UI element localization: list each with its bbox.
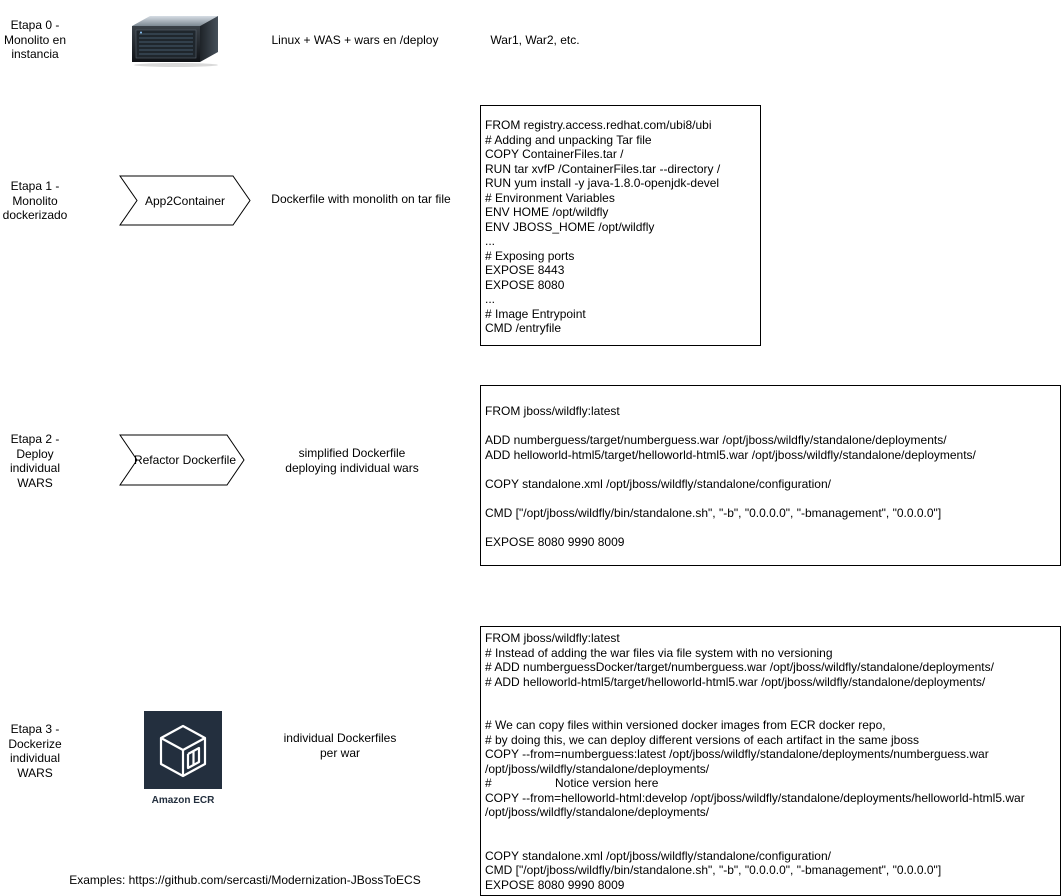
dockerfile-line: COPY standalone.xml /opt/jboss/wildfly/standalone/configuration/ — [485, 848, 831, 863]
dockerfile-line — [485, 491, 1056, 506]
dockerfile-line: # ADD helloworld-html5/target/helloworld-html5.war /opt/jboss/wildfly/standalone/deployments/ — [485, 674, 986, 689]
dockerfile-line — [485, 419, 1056, 434]
dockerfile-line: EXPOSE 8080 9990 8009 — [485, 534, 625, 549]
stage-2-dockerfile — [480, 385, 1061, 566]
dockerfile-line: COPY --from=helloworld-html:develop /opt/jboss/wildfly/standalone/deployments/helloworld-html5.war — [485, 790, 1025, 805]
stage-2-label-line: individual — [9, 461, 61, 475]
stage-1-dockerfile — [480, 105, 761, 346]
stage-2-label-line: Deploy — [16, 446, 54, 461]
dockerfile-line: ADD numberguess/target/numberguess.war /opt/jboss/wildfly/standalone/deployments/ — [485, 433, 947, 447]
stage-1-description: Dockerfile with monolith on tar file — [271, 192, 451, 206]
dockerfile-line: ... — [485, 292, 496, 306]
stage-0-label — [0, 18, 70, 62]
stage-3-label — [0, 722, 70, 780]
dockerfile-line — [485, 704, 1056, 719]
stage-2-description-line: simplified Dockerfile — [298, 446, 406, 460]
stage-3-description — [272, 731, 408, 761]
amazon-ecr-icon — [144, 711, 222, 789]
dockerfile-line: CMD ["/opt/jboss/wildfly/bin/standalone.sh", "-b", "0.0.0.0", "-bmanagement", "0.0.0.0"] — [485, 863, 942, 877]
dockerfile-line: CMD ["/opt/jboss/wildfly/bin/standalone.sh", "-b", "0.0.0.0", "-bmanagement", "0.0.0.0"] — [485, 505, 942, 520]
dockerfile-line: EXPOSE 8080 9990 8009 — [485, 877, 625, 892]
stage-3-label-line: Etapa 3 - — [10, 722, 60, 736]
stage-3-description-line: individual Dockerfiles — [283, 731, 397, 745]
dockerfile-line: # Image Entrypoint — [485, 306, 586, 321]
dockerfile-line: RUN yum install -y java-1.8.0-openjdk-devel — [485, 176, 720, 190]
dockerfile-line: # Instead of adding the war files via file system with no versioning — [485, 645, 833, 660]
stage-1-label — [0, 179, 70, 223]
stage-2-description — [272, 446, 432, 476]
dockerfile-line: # ADD numberguessDocker/target/numberguess.war /opt/jboss/wildfly/standalone/deployments/ — [485, 660, 994, 674]
stage-0-label-line: Etapa 0 - — [10, 18, 60, 32]
dockerfile-line: # Adding and unpacking Tar file — [485, 132, 652, 147]
stage-2-label-line: Etapa 2 - — [10, 432, 60, 446]
amazon-ecr-caption: Amazon ECR — [151, 795, 215, 806]
stage-2-label — [0, 432, 70, 490]
app2container-label: App2Container — [144, 193, 226, 208]
stage-0-note: War1, War2, etc. — [490, 33, 580, 47]
stage-3-description-line: per war — [319, 746, 360, 760]
stage-3-label-line: Dockerize — [8, 736, 62, 751]
dockerfile-line: /opt/jboss/wildfly/standalone/deployments/ — [485, 805, 710, 819]
stage-3-label-line: individual — [9, 751, 61, 765]
stage-2-label-line: WARS — [17, 475, 53, 490]
dockerfile-line: FROM jboss/wildfly:latest — [485, 404, 620, 418]
stage-0-label-line: Monolito en — [3, 32, 67, 47]
dockerfile-line: # Environment Variables — [485, 190, 615, 205]
dockerfile-line — [485, 689, 1056, 704]
dockerfile-line: # We can copy files within versioned docker images from ECR docker repo, — [485, 718, 886, 732]
dockerfile-line: FROM jboss/wildfly:latest — [485, 631, 620, 645]
dockerfile-line: CMD /entryfile — [485, 321, 562, 335]
dockerfile-line: COPY --from=numberguess:latest /opt/jboss/wildfly/standalone/deployments/numberguess.war — [485, 747, 989, 761]
dockerfile-line: EXPOSE 8443 — [485, 263, 565, 277]
stage-3-label-line: WARS — [17, 765, 53, 780]
stage-1-label-line: Etapa 1 - — [10, 179, 60, 193]
dockerfile-line: RUN tar xvfP /ContainerFiles.tar --directory / — [485, 161, 721, 176]
dockerfile-line: # by doing this, we can deploy different versions of each artifact in the same jboss — [485, 732, 920, 747]
refactor-dockerfile-step — [119, 434, 245, 486]
footer-examples-link[interactable]: Examples: https://github.com/sercasti/Modernization-JBossToECS — [69, 873, 421, 887]
dockerfile-line: COPY standalone.xml /opt/jboss/wildfly/standalone/configuration/ — [485, 476, 831, 491]
app2container-step — [119, 175, 251, 226]
stage-1-label-line: Monolito — [12, 193, 58, 208]
stage-1-label-line: dockerizado — [2, 208, 68, 222]
dockerfile-line: EXPOSE 8080 — [485, 277, 565, 292]
dockerfile-line: /opt/jboss/wildfly/standalone/deployments/ — [485, 761, 710, 776]
stage-0-description: Linux + WAS + wars en /deploy — [271, 33, 439, 47]
dockerfile-line: ENV JBOSS_HOME /opt/wildfly — [485, 219, 655, 234]
dockerfile-line — [485, 520, 1056, 535]
stage-0-label-line: instancia — [11, 47, 59, 61]
dockerfile-line — [485, 820, 1056, 835]
dockerfile-line: ... — [485, 234, 496, 248]
dockerfile-line — [485, 462, 1056, 477]
dockerfile-line: FROM registry.access.redhat.com/ubi8/ubi — [485, 118, 712, 132]
stage-2-description-line: deploying individual wars — [285, 461, 419, 475]
dockerfile-line: # Notice version here — [485, 776, 659, 790]
dockerfile-line — [485, 834, 1056, 849]
dockerfile-line: # Exposing ports — [485, 248, 575, 263]
refactor-dockerfile-label: Refactor Dockerfile — [133, 453, 237, 467]
server-icon — [128, 12, 220, 68]
dockerfile-line: COPY ContainerFiles.tar / — [485, 147, 624, 161]
dockerfile-line: ENV HOME /opt/wildfly — [485, 205, 609, 219]
stage-3-dockerfile — [480, 626, 1061, 896]
dockerfile-line: ADD helloworld-html5/target/helloworld-html5.war /opt/jboss/wildfly/standalone/deployments/ — [485, 447, 976, 462]
